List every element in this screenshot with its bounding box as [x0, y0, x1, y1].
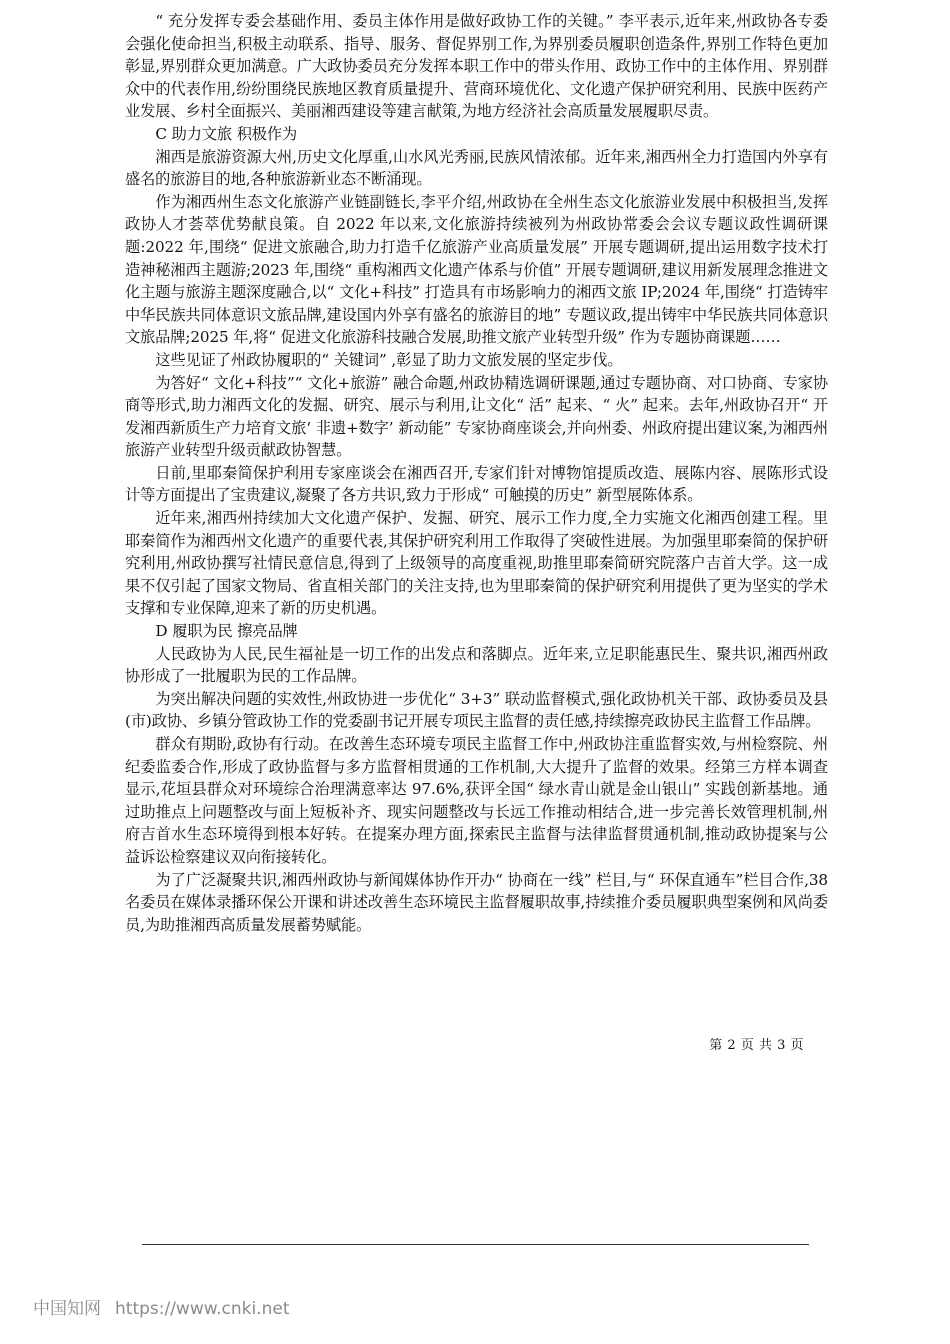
- watermark-brand: 中国知网: [33, 1299, 101, 1319]
- article-paragraph: 湘西是旅游资源大州,历史文化厚重,山水风光秀丽,民族风情浓郁。近年来,湘西州全力打造国内外享有盛名的旅游目的地,各种旅游新业态不断涌现。: [125, 147, 828, 189]
- article-paragraph: 群众有期盼,政协有行动。在改善生态环境专项民主监督工作中,州政协注重监督实效,与州检察院、州纪委监委合作,形成了政协监督与多方监督相贯通的工作机制,大大提升了监督的效果。经第三方样本调查显示,花垣县群众对环境综合治理满意率达 97.6%,获评全国“ 绿水青山就是金山银山” 实践创新基地。通过助推点上问题整改与面上短板补齐、现实问题整改与长远工作推动相结合,进一步完善长效管理机制,州府吉首水生态环境得到根本好转。在提案办理方面,探索民主监督与法律监督贯通机制,推动政协提案与公益诉讼检察建议双向衔接转化。: [125, 735, 828, 866]
- article-paragraph: 日前,里耶秦简保护利用专家座谈会在湘西召开,专家们针对博物馆提质改造、展陈内容、展陈形式设计等方面提出了宝贵建议,凝聚了各方共识,致力于形成“ 可触摸的历史” 新型展陈体系。: [125, 463, 828, 505]
- article-paragraph: 为突出解决问题的实效性,州政协进一步优化“ 3+3” 联动监督模式,强化政协机关干部、政协委员及县(市)政协、乡镇分管政协工作的党委副书记开展专项民主监督的责任感,持续擦亮政协民主监督工作品牌。: [125, 689, 828, 731]
- footer-divider: [142, 1244, 809, 1245]
- page-number: 第 2 页 共 3 页: [709, 1038, 804, 1053]
- article-body: [125, 10, 828, 936]
- article-paragraph: 为答好“ 文化+科技”“ 文化+旅游” 融合命题,州政协精选调研课题,通过专题协商、对口协商、专家协商等形式,助力湘西文化的发掘、研究、展示与利用,让文化“ 活” 起来、“ 火” 起来。去年,州政协召开“ 开发湘西新质生产力培育文旅‘ 非遗+数字’ 新动能” 专家协商座谈会,并向州委、州政府提出建议案,为湘西州旅游产业转型升级贡献政协智慧。: [125, 373, 828, 460]
- cnki-watermark: [33, 1294, 289, 1319]
- section-heading: C 助力文旅 积极作为: [155, 124, 298, 143]
- article-paragraph: 近年来,湘西州持续加大文化遗产保护、发掘、研究、展示工作力度,全力实施文化湘西创建工程。里耶秦简作为湘西州文化遗产的重要代表,其保护研究利用工作取得了突破性进展。为加强里耶秦简的保护研究利用,州政协撰写社情民意信息,得到了上级领导的高度重视,助推里耶秦简研究院落户吉首大学。这一成果不仅引起了国家文物局、省直相关部门的关注支持,也为里耶秦简的保护研究利用提供了更为坚实的学术支撑和专业保障,迎来了新的历史机遇。: [125, 509, 828, 618]
- article-paragraph: 人民政协为人民,民生福祉是一切工作的出发点和落脚点。近年来,立足职能惠民生、聚共识,湘西州政协形成了一批履职为民的工作品牌。: [125, 644, 828, 686]
- article-paragraph: 为了广泛凝聚共识,湘西州政协与新闻媒体协作开办“ 协商在一线” 栏目,与“ 环保直通车”栏目合作,38 名委员在媒体录播环保公开课和讲述改善生态环境民主监督履职故事,持续推介委员履职典型案例和风尚委员,为助推湘西高质量发展蓄势赋能。: [125, 870, 828, 934]
- article-paragraph: 作为湘西州生态文化旅游产业链副链长,李平介绍,州政协在全州生态文化旅游业发展中积极担当,发挥政协人才荟萃优势献良策。自 2022 年以来,文化旅游持续被列为州政协常委会会议专题议政性调研课题:2022 年,围绕“ 促进文旅融合,助力打造千亿旅游产业高质量发展” 开展专题调研,提出运用数字技术打造神秘湘西主题游;2023 年,围绕“ 重构湘西文化遗产体系与价值” 开展专题调研,建议用新发展理念推进文化主题与旅游主题深度融合,以“ 文化+科技” 打造具有市场影响力的湘西文旅 IP;2024 年,围绕“ 打造铸牢中华民族共同体意识文旅品牌,建设国内外享有盛名的旅游目的地” 专题议政,提出铸牢中华民族共同体意识文旅品牌;2025 年,将“ 促进文化旅游科技融合发展,助推文旅产业转型升级” 作为专题协商课题……: [125, 192, 828, 347]
- watermark-url: https://www.cnki.net: [115, 1299, 290, 1319]
- article-paragraph: “ 充分发挥专委会基础作用、委员主体作用是做好政协工作的关键。” 李平表示,近年来,州政协各专委会强化使命担当,积极主动联系、指导、服务、督促界别工作,为界别委员履职创造条件,界别工作特色更加彰显,界别群众更加满意。广大政协委员充分发挥本职工作中的带头作用、政协工作中的主体作用、界别群众中的代表作用,纷纷围绕民族地区教育质量提升、营商环境优化、文化遗产保护研究利用、民族中医药产业发展、乡村全面振兴、美丽湘西建设等建言献策,为地方经济社会高质量发展履职尽责。: [125, 12, 828, 121]
- article-paragraph: 这些见证了州政协履职的“ 关键词” ,彰显了助力文旅发展的坚定步伐。: [155, 350, 623, 369]
- section-heading: D 履职为民 擦亮品牌: [155, 622, 298, 641]
